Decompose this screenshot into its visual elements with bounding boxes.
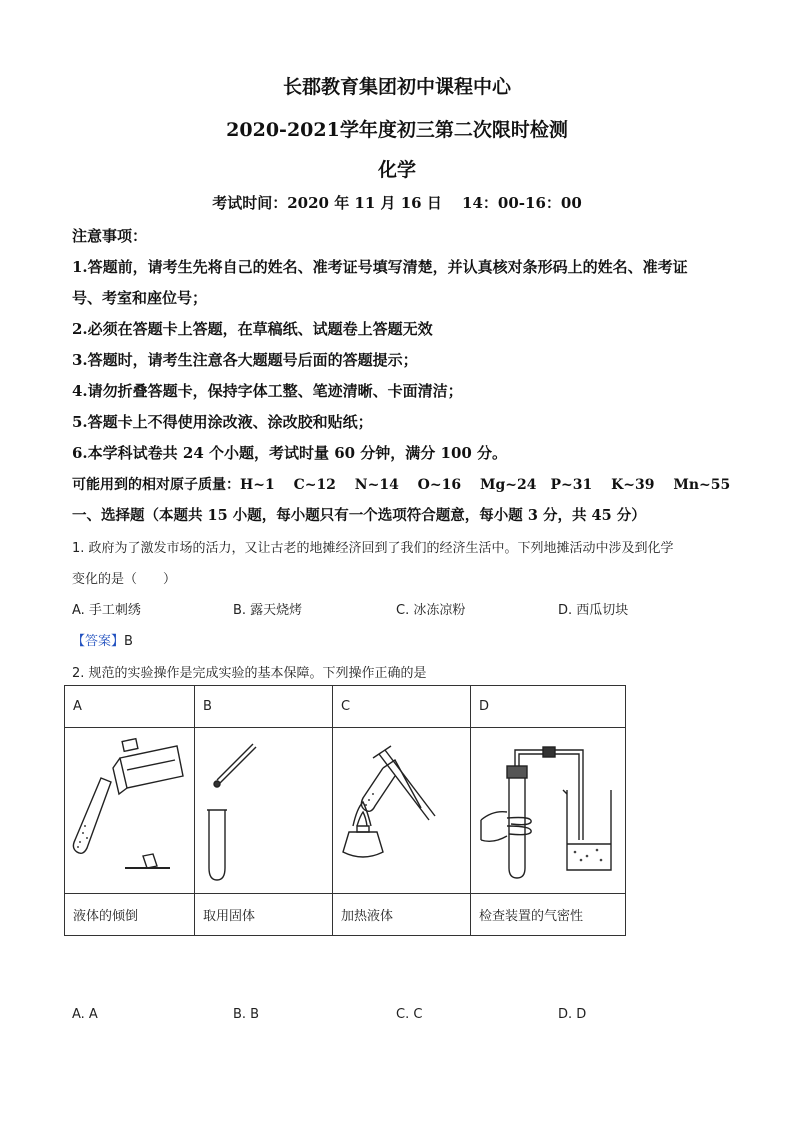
note-item-3: 3.答题时，请考生注意各大题题号后面的答题提示；	[72, 351, 418, 369]
table-caption-d: 检查装置的气密性	[471, 894, 626, 936]
note-item-1-line-2: 号、考室和座位号；	[72, 289, 208, 307]
subject-title: 化学	[377, 159, 416, 181]
note-item-6: 6.本学科试卷共 24 个小题，考试时量 60 分钟，满分 100 分。	[72, 444, 508, 462]
liquid-pouring-illustration	[65, 728, 194, 893]
note-item-2: 2.必须在答题卡上答题，在草稿纸、试题卷上答题无效	[72, 320, 433, 338]
table-header-d: D	[471, 686, 626, 728]
liquid-heating-illustration	[333, 728, 470, 893]
figure-cell-c	[333, 728, 471, 894]
q2-option-d: D. D	[558, 1007, 587, 1022]
q1-option-b: B. 露天烧烤	[233, 603, 303, 618]
figure-cell-b	[195, 728, 333, 894]
table-header-a: A	[65, 686, 195, 728]
note-item-4: 4.请勿折叠答题卡，保持字体工整、笔迹清晰、卡面清洁；	[72, 382, 463, 400]
q1-option-d: D. 西瓜切块	[558, 603, 629, 618]
exam-time: 考试时间：2020 年 11 月 16 日 14：00-16：00	[212, 194, 582, 212]
answer-value: B	[124, 634, 133, 649]
q2-option-a: A. A	[72, 1007, 98, 1022]
table-caption-c: 加热液体	[333, 894, 471, 936]
q1-stem-line-2: 变化的是（ ）	[72, 572, 177, 587]
note-item-1-line-1: 1.答题前，请考生先将自己的姓名、准考证号填写清楚，并认真核对条形码上的姓名、准考证	[72, 258, 688, 276]
notes-heading: 注意事项：	[72, 227, 148, 245]
q2-option-c: C. C	[396, 1007, 423, 1022]
q1-option-a: A. 手工刺绣	[72, 603, 141, 618]
q1-option-c: C. 冰冻凉粉	[396, 603, 466, 618]
q2-option-b: B. B	[233, 1007, 260, 1022]
figure-cell-d	[471, 728, 626, 894]
q1-stem-line-1: 1. 政府为了激发市场的活力，又让古老的地摊经济回到了我们的经济生活中。下列地摊活动中涉及到化学	[72, 541, 674, 556]
solid-taking-illustration	[195, 728, 332, 893]
table-caption-a: 液体的倾倒	[65, 894, 195, 936]
section-1-heading: 一、选择题（本题共 15 小题，每小题只有一个选项符合题意，每小题 3 分，共 45 分）	[72, 507, 646, 524]
table-header-b: B	[195, 686, 333, 728]
exam-title: 2020-2021学年度初三第二次限时检测	[226, 119, 568, 141]
table-caption-b: 取用固体	[195, 894, 333, 936]
figure-cell-a	[65, 728, 195, 894]
q2-stem: 2. 规范的实验操作是完成实验的基本保障。下列操作正确的是	[72, 666, 427, 681]
q1-answer	[72, 630, 133, 649]
note-item-5: 5.答题卡上不得使用涂改液、涂改胶和贴纸；	[72, 413, 373, 431]
table-header-c: C	[333, 686, 471, 728]
atomic-mass-line: 可能用到的相对原子质量：H~1 C~12 N~14 O~16 Mg~24 P~31 K~39 Mn~55	[72, 477, 731, 493]
answer-tag: 【答案】	[72, 634, 125, 649]
org-title: 长郡教育集团初中课程中心	[282, 76, 511, 98]
operations-table	[64, 685, 626, 936]
airtightness-check-illustration	[471, 728, 625, 893]
